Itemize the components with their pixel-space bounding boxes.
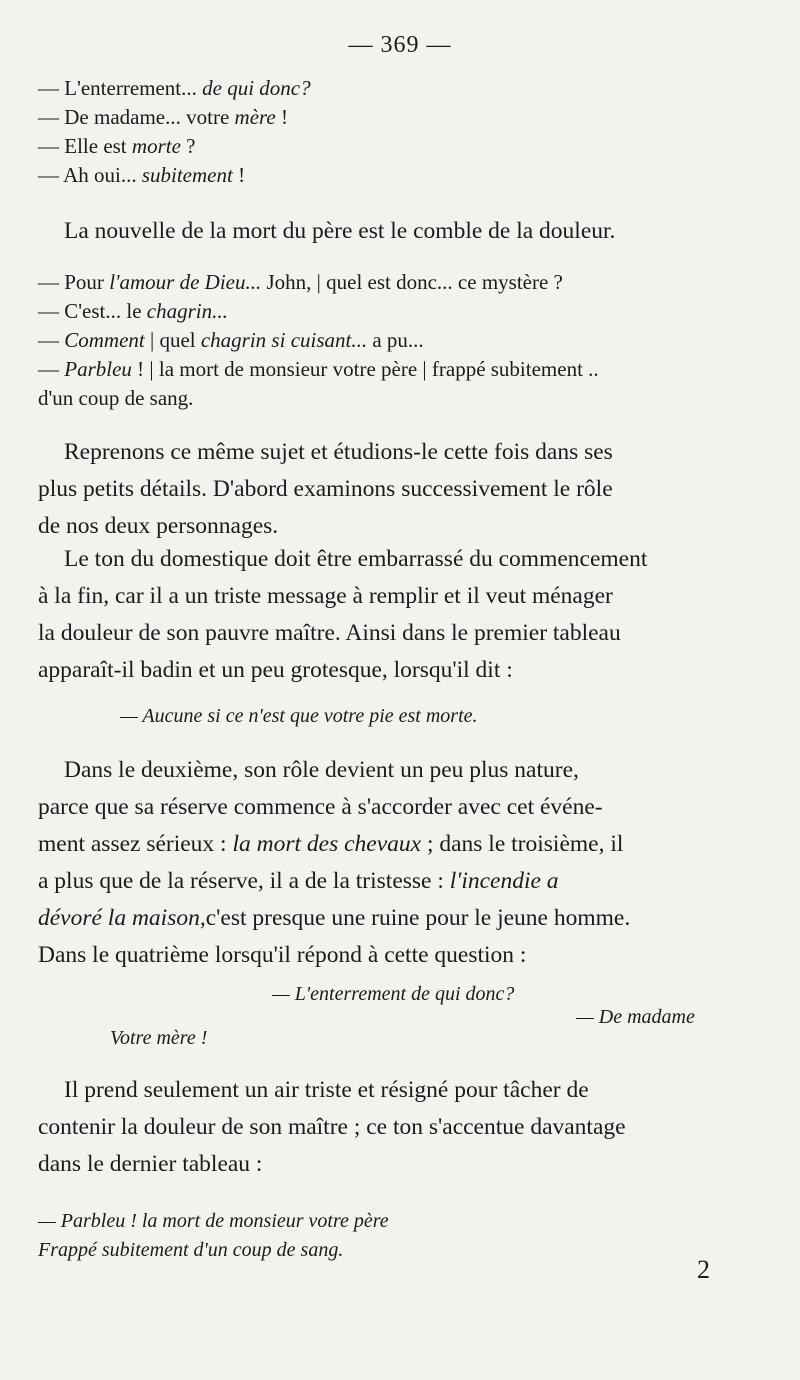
quote-3: — Parbleu ! la mort de monsieur votre père Frappé subitement d'un coup de sang. — [38, 1210, 389, 1261]
quote-1: — Aucune si ce n'est que votre pie est morte. — [120, 705, 478, 727]
paragraph-1: Reprenons ce même sujet et étudions-le cette fois dans ses plus petits détails. D'abord examinons successivement le rôle de nos deux personnages. — [38, 439, 613, 539]
summary-line: La nouvelle de la mort du père est le comble de la douleur. — [64, 218, 616, 244]
dialogue-line: d'un coup de sang. — [38, 386, 194, 410]
dialogue-block-2 — [38, 268, 766, 413]
dialogue-line: — L'enterrement... de qui donc? — [38, 76, 311, 100]
dialogue-line: — Comment | quel chagrin si cuisant... a pu... — [38, 328, 424, 352]
dialogue-block-1 — [38, 74, 766, 190]
page-number: — 369 — — [348, 32, 452, 58]
dialogue-line: — Parbleu ! | la mort de monsieur votre père | frappé subitement .. — [38, 357, 599, 381]
quote-2-line-3: Votre mère ! — [110, 1027, 208, 1049]
quote-2-line-2: — De madame — [576, 1006, 695, 1028]
signature-mark: 2 — [697, 1255, 710, 1284]
dialogue-line: — C'est... le chagrin... — [38, 299, 228, 323]
paragraph-3: Dans le deuxième, son rôle devient un peu plus nature, parce que sa réserve commence à s'accorder avec cet événe- ment assez sérieux : la mort des chevaux ; dans le troisième, il a plus que de la réserve, il a de la tristesse : l'incendie a dévoré la maison,c'est presque une ruine pour le jeune homme. Dans le quatrième lorsqu'il répond à cette question : — [38, 757, 631, 968]
paragraph-2: Le ton du domestique doit être embarrassé du commencement à la fin, car il a un triste message à remplir et il veut ménager la douleur de son pauvre maître. Ainsi dans le premier tableau apparaît-il badin et un peu grotesque, lorsqu'il dit : — [38, 546, 648, 683]
dialogue-line: — Pour l'amour de Dieu... John, | quel est donc... ce mystère ? — [38, 270, 563, 294]
dialogue-line: — De madame... votre mère ! — [38, 105, 288, 129]
paragraph-4: Il prend seulement un air triste et résigné pour tâcher de contenir la douleur de son maître ; ce ton s'accentue davantage dans le dernier tableau : — [38, 1077, 626, 1177]
dialogue-line: — Ah oui... subitement ! — [38, 163, 246, 187]
dialogue-line: — Elle est morte ? — [38, 134, 196, 158]
quote-2-line-1: — L'enterrement de qui donc? — [272, 983, 515, 1005]
